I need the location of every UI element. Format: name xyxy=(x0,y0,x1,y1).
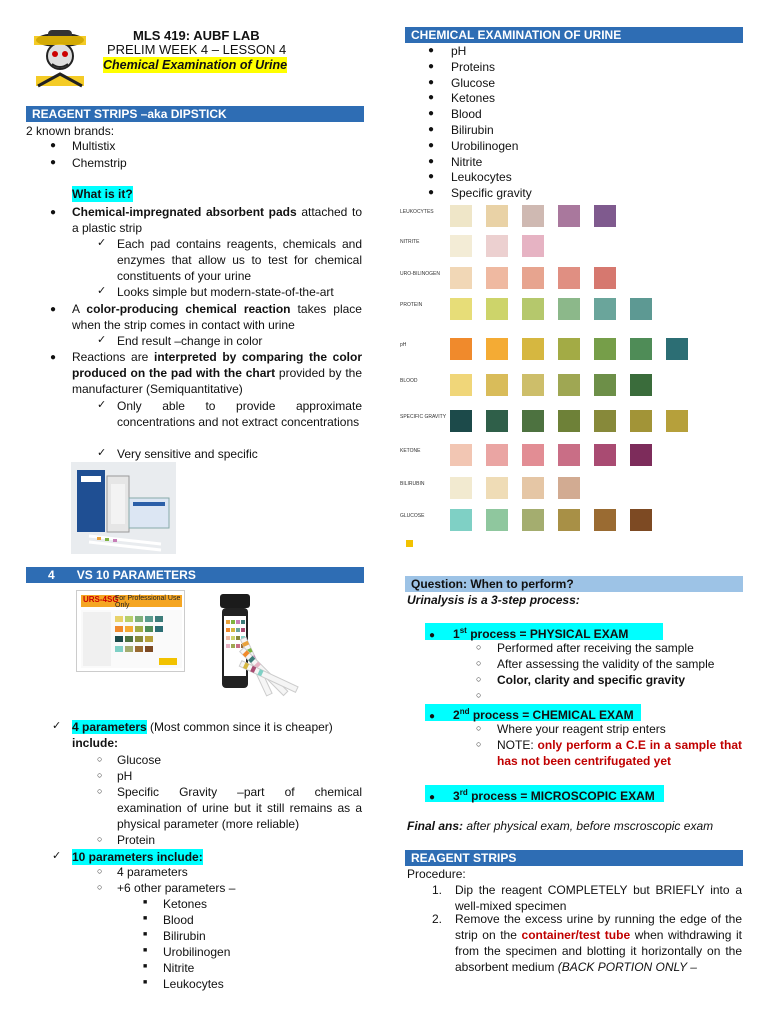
check-icon: ✓ xyxy=(97,285,107,297)
circle-bullet-icon: ○ xyxy=(476,690,482,700)
dipstick-product-image xyxy=(71,462,176,554)
chart-color-swatch xyxy=(558,374,580,396)
lesson-week: PRELIM WEEK 4 – LESSON 4 xyxy=(107,42,287,57)
circle-bullet-icon: ○ xyxy=(97,834,103,844)
subpoint-end-result: End result –change in color xyxy=(117,334,263,348)
four-param-item: Protein xyxy=(117,833,156,847)
bullet-icon: ● xyxy=(50,140,57,151)
bullet-icon: ● xyxy=(50,352,57,363)
check-icon: ✓ xyxy=(52,720,62,732)
bullet-icon: ● xyxy=(428,76,435,88)
check-icon: ✓ xyxy=(97,399,107,411)
check-icon: ✓ xyxy=(97,237,107,249)
reagent-color-chart xyxy=(398,202,698,552)
bullet-icon: ● xyxy=(428,155,435,167)
circle-bullet-icon: ○ xyxy=(97,786,103,796)
chart-color-swatch xyxy=(486,235,508,257)
urs-title: URS-4SG xyxy=(83,595,119,604)
circle-bullet-icon: ○ xyxy=(476,658,482,668)
chemical-note: NOTE: only perform a C.E in a sample that has not been centrifugated yet xyxy=(497,738,742,768)
chemical-exam-item: Nitrite xyxy=(451,154,483,169)
bullet-icon: ● xyxy=(428,60,435,72)
chart-color-swatch xyxy=(522,267,544,289)
ten-param-item: +6 other parameters – xyxy=(117,881,236,895)
chart-color-swatch xyxy=(522,205,544,227)
brand-item: Multistix xyxy=(72,139,116,153)
chart-color-swatch xyxy=(630,444,652,466)
point-interpretation: Reactions are interpreted by comparing the color produced on the pad with the chart provided by the manufacturer (Semiquantitative) xyxy=(72,350,362,396)
chart-color-swatch xyxy=(522,338,544,360)
chart-color-swatch xyxy=(558,298,580,320)
urs-subtitle: For Professional Use Only xyxy=(115,595,181,609)
bullet-icon: ● xyxy=(50,207,57,218)
bullet-icon: ● xyxy=(428,187,435,199)
four-param-item: pH xyxy=(117,769,133,783)
point-reaction: A color-producing chemical reaction takes place when the strip comes in contact with urine xyxy=(72,302,362,332)
chart-color-swatch xyxy=(594,298,616,320)
chart-color-swatch xyxy=(450,298,472,320)
urs-4sg-chart-image xyxy=(76,590,185,672)
chart-color-swatch xyxy=(594,267,616,289)
circle-bullet-icon: ○ xyxy=(97,882,103,892)
chemical-exam-item: pH xyxy=(451,44,467,58)
procedure-intro: Procedure: xyxy=(407,867,466,881)
square-bullet-icon: ■ xyxy=(143,963,148,970)
chart-color-swatch xyxy=(630,298,652,320)
circle-bullet-icon: ○ xyxy=(476,723,482,733)
chemical-exam-item: Specific gravity xyxy=(451,186,532,201)
subpoint-modern: Looks simple but modern-state-of-the-art xyxy=(117,285,334,299)
bullet-icon: ● xyxy=(428,124,435,135)
six-param-item: Blood xyxy=(163,913,194,927)
square-bullet-icon: ■ xyxy=(143,931,148,938)
circle-bullet-icon: ○ xyxy=(476,642,482,652)
physical-item: Color, clarity and specific gravity xyxy=(497,673,686,687)
chart-color-swatch xyxy=(450,410,472,432)
logo-icon xyxy=(30,26,90,92)
chart-color-swatch xyxy=(594,410,616,432)
chart-color-swatch xyxy=(522,477,544,499)
physical-item: Performed after receiving the sample xyxy=(497,641,694,655)
chart-color-swatch xyxy=(522,298,544,320)
chart-color-swatch xyxy=(666,410,688,432)
check-icon: ✓ xyxy=(97,447,107,459)
chart-color-swatch xyxy=(486,477,508,499)
chart-color-swatch xyxy=(594,374,616,396)
chart-color-swatch xyxy=(558,444,580,466)
chart-color-swatch xyxy=(666,338,688,360)
chart-color-swatch xyxy=(594,509,616,531)
strip-bottle-image xyxy=(210,590,310,700)
six-param-item: Bilirubin xyxy=(163,929,206,943)
chart-row-label: PROTEIN xyxy=(400,302,423,308)
chart-color-swatch xyxy=(450,444,472,466)
chart-color-swatch xyxy=(486,205,508,227)
circle-bullet-icon: ○ xyxy=(476,674,482,684)
chart-color-swatch xyxy=(558,477,580,499)
brands-intro: 2 known brands: xyxy=(26,124,115,138)
chart-color-swatch xyxy=(486,338,508,360)
chemical-exam-item: Glucose xyxy=(451,75,496,90)
section-heading-parameters: 4 VS 10 PARAMETERS xyxy=(26,567,364,583)
check-icon: ✓ xyxy=(52,850,62,862)
bullet-icon: ● xyxy=(428,171,435,183)
chart-row-label: NITRITE xyxy=(400,239,420,245)
chart-row-label: pH xyxy=(400,342,407,348)
chemical-exam-item: Bilirubin xyxy=(451,123,494,137)
chemical-exam-item: Ketones xyxy=(451,91,496,106)
step-microscopic-exam: ● 3rd process = MICROSCOPIC EXAM xyxy=(425,785,664,802)
four-param-item: Glucose xyxy=(117,753,162,767)
course-title: MLS 419: AUBF LAB xyxy=(133,28,260,43)
brand-item: Chemstrip xyxy=(72,156,127,170)
four-param-item: Specific Gravity –part of chemical examination of urine but it still remains as a physical parameter (more reliable) xyxy=(117,785,362,831)
chart-row-label: GLUCOSE xyxy=(400,513,425,519)
subpoint-sensitive: Very sensitive and specific xyxy=(117,447,258,461)
square-bullet-icon: ■ xyxy=(143,899,148,906)
six-param-item: Ketones xyxy=(163,897,208,911)
circle-bullet-icon: ○ xyxy=(97,770,103,780)
chart-color-swatch xyxy=(594,338,616,360)
square-bullet-icon: ■ xyxy=(143,979,148,986)
chart-color-swatch xyxy=(450,477,472,499)
chart-color-swatch xyxy=(558,205,580,227)
ten-param-item: 4 parameters xyxy=(117,865,188,879)
chart-color-swatch xyxy=(630,509,652,531)
chart-color-swatch xyxy=(486,374,508,396)
chart-color-swatch xyxy=(630,410,652,432)
section-heading-reagent-strips: REAGENT STRIPS –aka DIPSTICK xyxy=(26,106,364,122)
physical-item: After assessing the validity of the sample xyxy=(497,657,715,671)
chart-color-swatch xyxy=(522,235,544,257)
question-heading: Question: When to perform? xyxy=(405,576,743,592)
square-bullet-icon: ■ xyxy=(143,915,148,922)
six-param-item: Leukocytes xyxy=(163,977,224,991)
chart-color-swatch xyxy=(522,374,544,396)
final-answer: Final ans: after physical exam, before mscroscopic exam xyxy=(407,819,714,833)
procedure-step-2: Remove the excess urine by running the edge of the strip on the container/test tube when withdrawing it from the specimen and blotting it horizontally on the absorbent medium (BACK PORTION ONLY – xyxy=(455,912,742,974)
chart-color-swatch xyxy=(522,509,544,531)
chemical-exam-item: Proteins xyxy=(451,59,496,74)
bullet-icon: ● xyxy=(50,157,57,168)
what-is-it-heading: What is it? xyxy=(72,187,133,201)
chart-color-swatch xyxy=(522,410,544,432)
six-param-item: Nitrite xyxy=(163,961,195,975)
chart-color-swatch xyxy=(630,338,652,360)
chart-color-swatch xyxy=(450,267,472,289)
chart-row-label: BLOOD xyxy=(400,378,418,384)
square-bullet-icon: ■ xyxy=(143,947,148,954)
bullet-icon: ● xyxy=(428,92,435,104)
chart-color-swatch xyxy=(558,338,580,360)
step-chemical-exam: ● 2nd process = CHEMICAL EXAM xyxy=(425,704,641,721)
chart-color-swatch xyxy=(450,235,472,257)
step-number: 2. xyxy=(432,912,443,926)
chart-color-swatch xyxy=(558,410,580,432)
six-param-item: Urobilinogen xyxy=(163,945,231,959)
bullet-icon: ● xyxy=(428,139,435,151)
bullet-icon: ● xyxy=(428,108,435,120)
chart-color-swatch xyxy=(522,444,544,466)
chart-color-swatch xyxy=(486,298,508,320)
four-parameters-line: 4 parameters (Most common since it is cheaper) include: xyxy=(72,720,333,750)
section-heading-chemical-exam: CHEMICAL EXAMINATION OF URINE xyxy=(405,27,743,43)
yellow-marker-icon xyxy=(406,540,413,547)
step-number: 1. xyxy=(432,883,443,897)
chart-row-label: URO-BILINOGEN xyxy=(400,271,441,277)
chart-row-label: KETONE xyxy=(400,448,421,454)
chart-color-swatch xyxy=(594,444,616,466)
chart-row-label: LEUKOCYTES xyxy=(400,209,434,215)
subpoint-approximate: Only able to provide approximate concentrations and not extract concentrations xyxy=(117,399,362,429)
point-pads: Chemical-impregnated absorbent pads attached to a plastic strip xyxy=(72,205,363,235)
chart-color-swatch xyxy=(450,205,472,227)
circle-bullet-icon: ○ xyxy=(97,754,103,764)
three-step-intro: Urinalysis is a 3-step process: xyxy=(407,593,580,607)
chart-color-swatch xyxy=(486,509,508,531)
check-icon: ✓ xyxy=(97,334,107,346)
step-physical-exam: ● 1st process = PHYSICAL EXAM xyxy=(425,623,663,640)
chemical-exam-item: Leukocytes xyxy=(451,170,512,185)
chemical-exam-item: Blood xyxy=(451,107,482,122)
chart-row-label: SPECIFIC GRAVITY xyxy=(400,414,447,420)
chart-color-swatch xyxy=(630,374,652,396)
chemical-exam-item: Urobilinogen xyxy=(451,138,519,153)
chart-color-swatch xyxy=(450,338,472,360)
chart-color-swatch xyxy=(486,267,508,289)
chemical-item: Where your reagent strip enters xyxy=(497,722,666,736)
subpoint-reagents: Each pad contains reagents, chemicals and enzymes that allow us to test for chemical constituents of your urine xyxy=(117,237,362,283)
chart-color-swatch xyxy=(486,444,508,466)
section-heading-procedure: REAGENT STRIPS xyxy=(405,850,743,866)
circle-bullet-icon: ○ xyxy=(476,739,482,749)
procedure-step-1: Dip the reagent COMPLETELY but BRIEFLY into a well-mixed specimen xyxy=(455,883,742,913)
chart-color-swatch xyxy=(486,410,508,432)
ten-parameters-heading: 10 parameters include: xyxy=(72,850,203,864)
bullet-icon: ● xyxy=(428,45,435,56)
bullet-icon: ● xyxy=(50,304,57,315)
lesson-topic: Chemical Examination of Urine xyxy=(103,58,288,72)
chart-color-swatch xyxy=(558,267,580,289)
chart-color-swatch xyxy=(594,205,616,227)
circle-bullet-icon: ○ xyxy=(97,866,103,876)
chart-row-label: BILIRUBIN xyxy=(400,481,425,487)
chart-color-swatch xyxy=(558,509,580,531)
chart-color-swatch xyxy=(450,374,472,396)
chart-color-swatch xyxy=(450,509,472,531)
